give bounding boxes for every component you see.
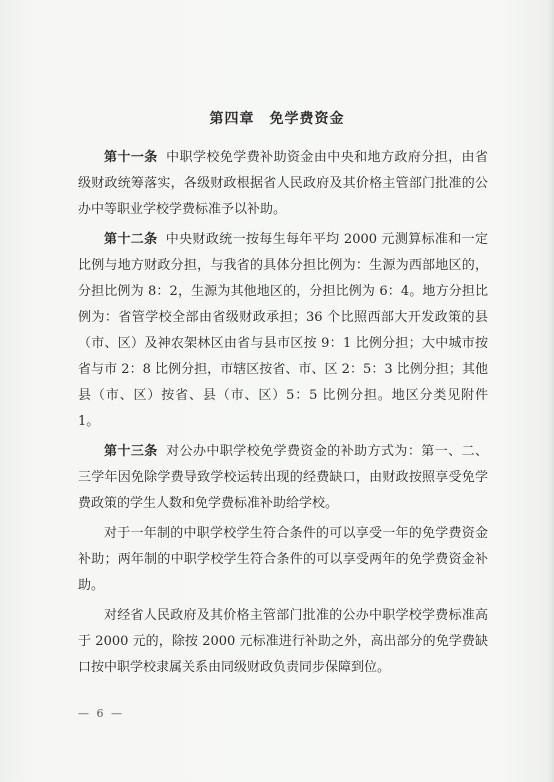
chapter-title: 第四章 免学费资金 (209, 111, 345, 127)
article-13 (78, 439, 488, 517)
article-label: 第十二条 (104, 232, 158, 247)
article-label: 第十三条 (104, 444, 158, 459)
document-body (78, 145, 488, 685)
article-12 (78, 227, 488, 435)
article-text: 对公办中职学校免学费资金的补助方式为：第一、二、三学年因免除学费导致学校运转出现的经费缺口，由财政按照享受免学费政策的学生人数和免学费标准补助给学校。 (78, 444, 488, 511)
article-label: 第十一条 (104, 150, 158, 165)
article-text: 中央财政统一按每生每年平均 2000 元测算标准和一定比例与地方财政分担，与我省的具体分担比例为：生源为西部地区的，分担比例为 8：2，生源为其他地区的，分担比例为 6：4。地方分担比例为：省管学校全部由省级财政承担；36 个比照西部大开发政策的县（市、区）及神农架林区由省与县市区按 9：1 比例分担；大中城市按省与市 2：8 比例分担，市辖区按省、市、区 2：5：3 比例分担；其他县（市、区）按省、县（市、区）5：5 比例分担。地区分类见附件 1。 (78, 232, 488, 429)
page-number: — 6 — (78, 707, 124, 720)
paragraph: 对经省人民政府及其价格主管部门批准的公办中职学校学费标准高于 2000 元的，除按 2000 元标准进行补助之外，高出部分的免学费缺口按中职学校隶属关系由同级财政负责同步保障到位。 (78, 608, 488, 675)
article-11 (78, 145, 488, 223)
paragraph: 对于一年制的中职学校学生符合条件的可以享受一年的免学费资金补助；两年制的中职学校学生符合条件的可以享受两年的免学费资金补助。 (78, 526, 488, 593)
article-text: 中职学校免学费补助资金由中央和地方政府分担，由省级财政统筹落实，各级财政根据省人民政府及其价格主管部门批准的公办中等职业学校学费标准予以补助。 (78, 150, 488, 217)
